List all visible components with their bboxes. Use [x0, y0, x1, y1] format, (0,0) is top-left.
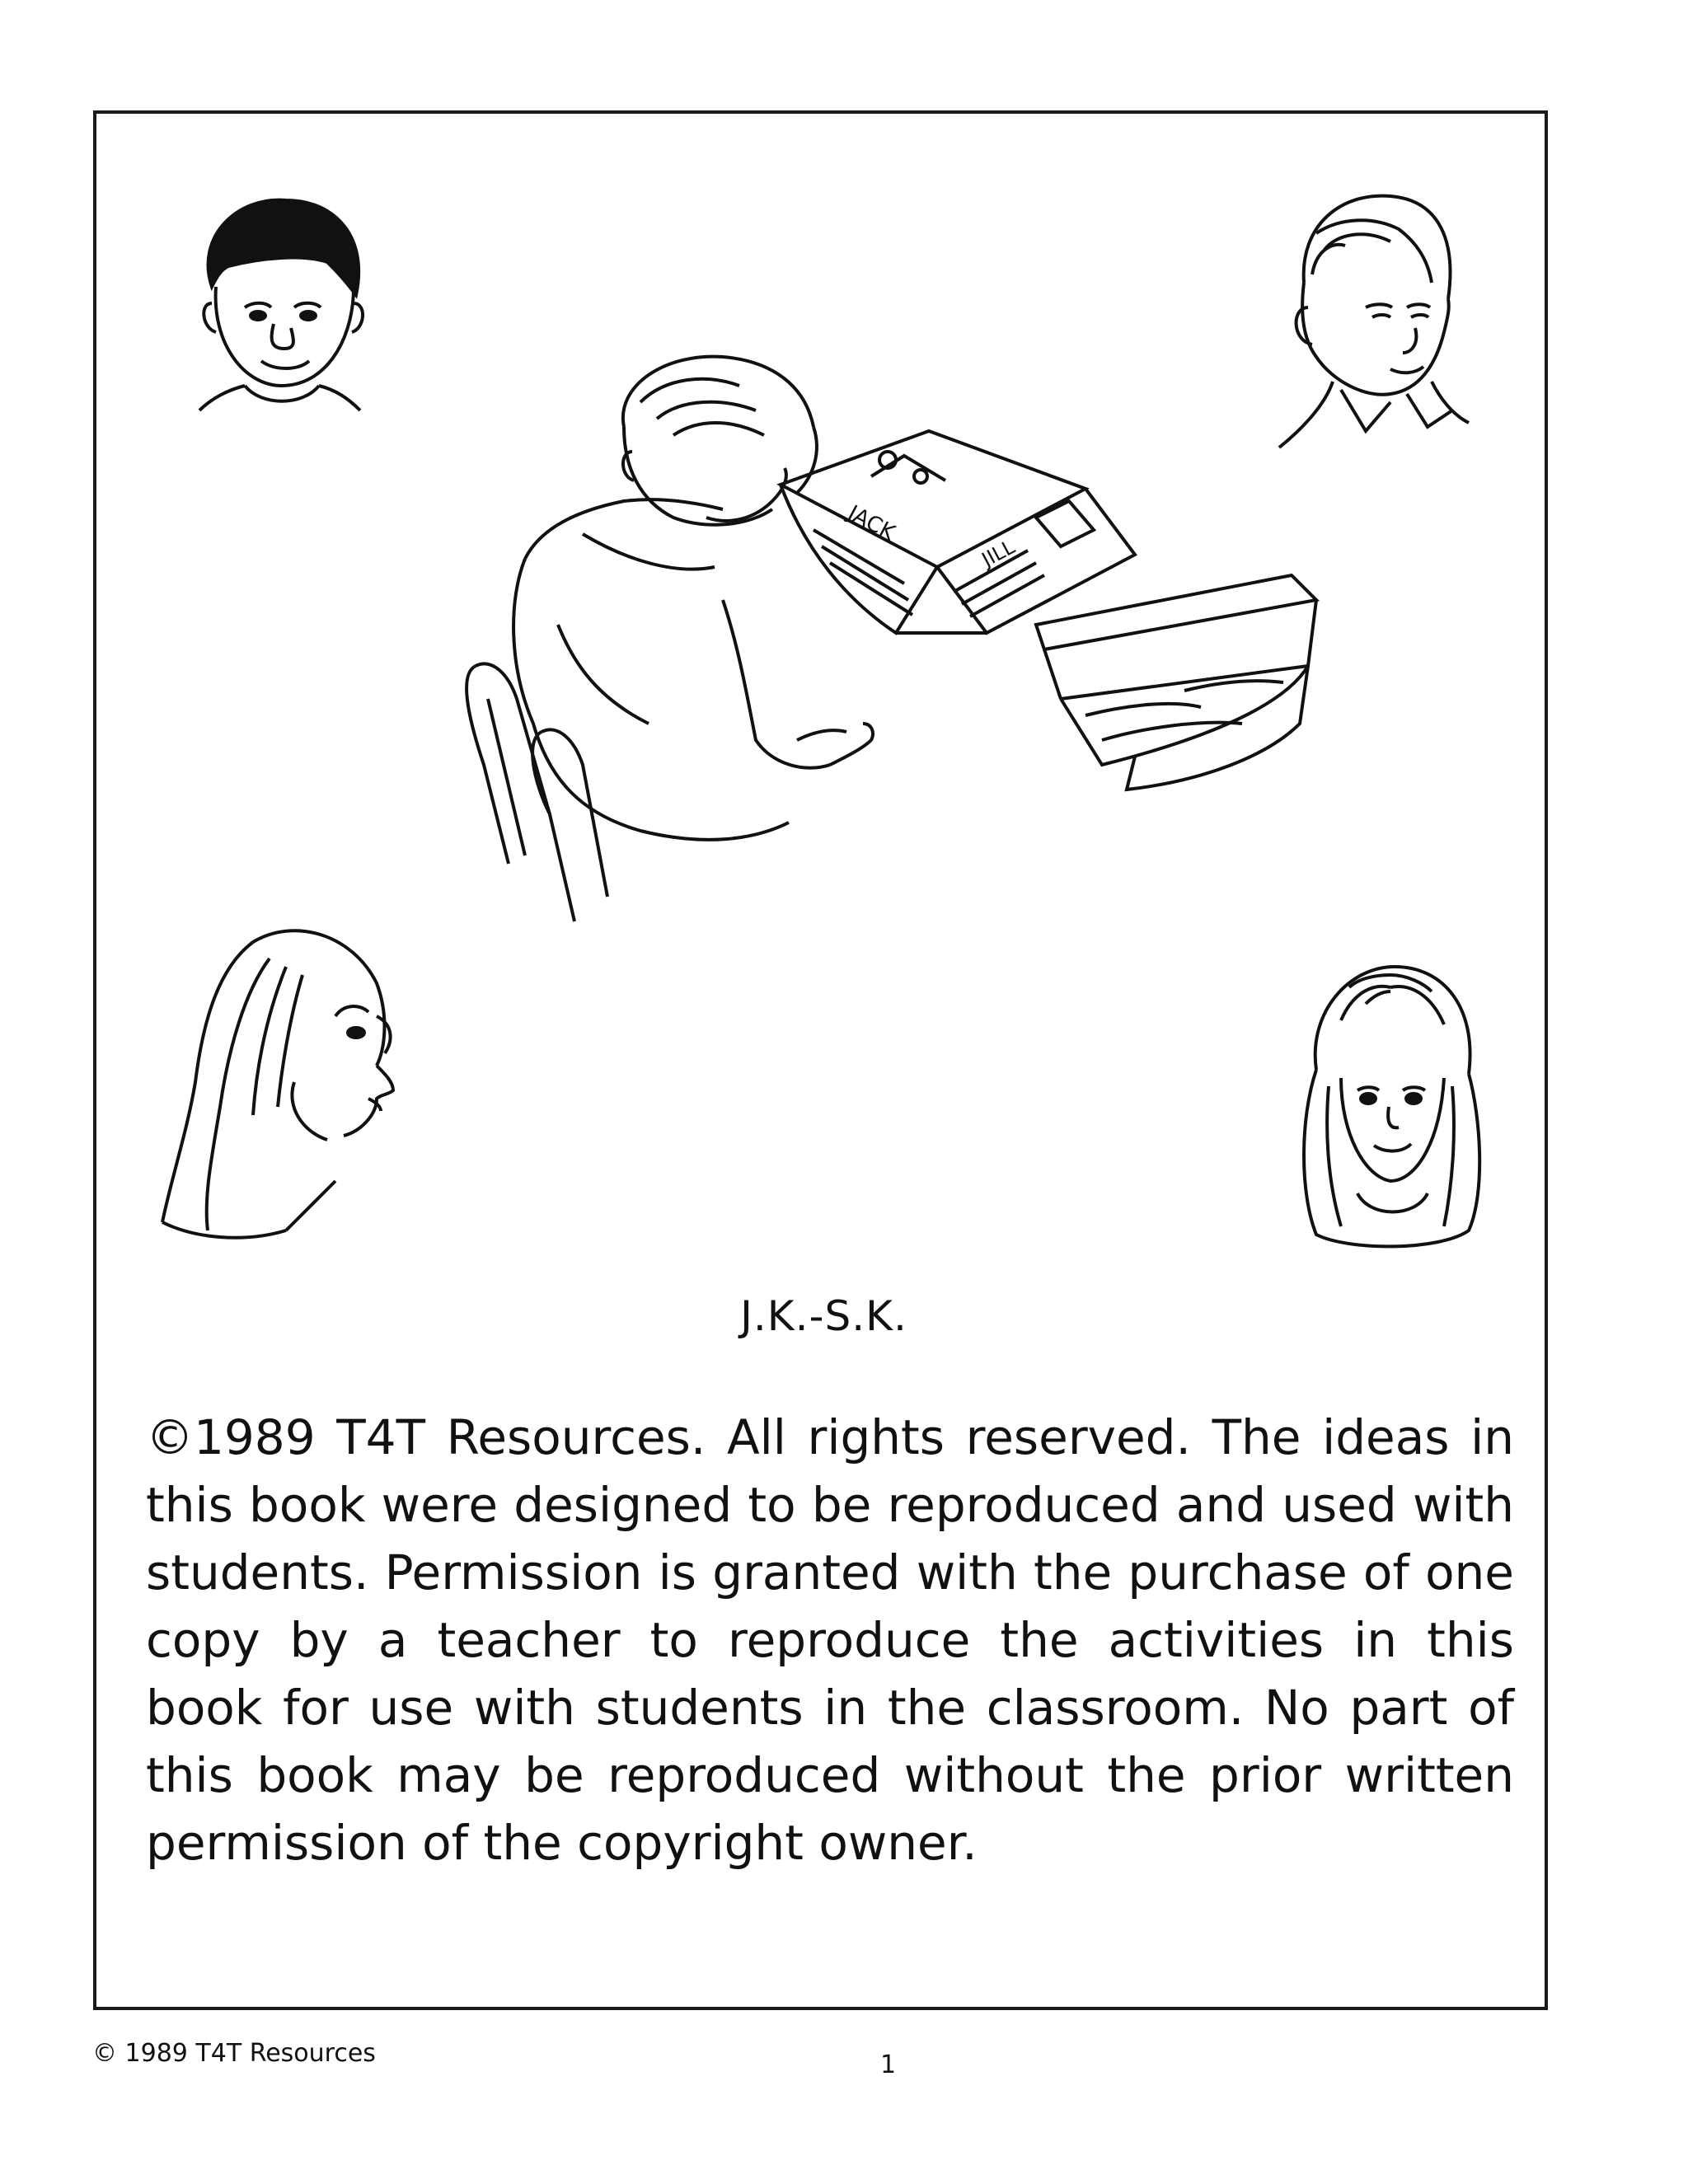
grade-level-label: J.K.-S.K.: [740, 1292, 907, 1340]
copyright-notice: ©1989 T4T Resources. All rights reserved. The ideas in this book were designed to be reproduced and used with students. Permission is granted with the purchase of one copy by a teacher to reproduce the activities in this book for use with students in the classroom. No part of this book may be reproduced without the prior written permission of the copyright owner.: [146, 1409, 1514, 1871]
page-frame: [93, 110, 1548, 2010]
footer-copyright: © 1989 T4T Resources: [92, 2039, 376, 2068]
boy-portrait-top-left: [179, 188, 377, 415]
girl-portrait-bottom-right: [1283, 954, 1498, 1255]
boy-reading-book-illustration: [459, 353, 1325, 996]
girl-portrait-bottom-left: [146, 917, 418, 1247]
page-number: 1: [880, 2050, 897, 2079]
book-label-jack: JACK: [843, 500, 899, 546]
book-label-jill: JILL: [978, 535, 1019, 572]
